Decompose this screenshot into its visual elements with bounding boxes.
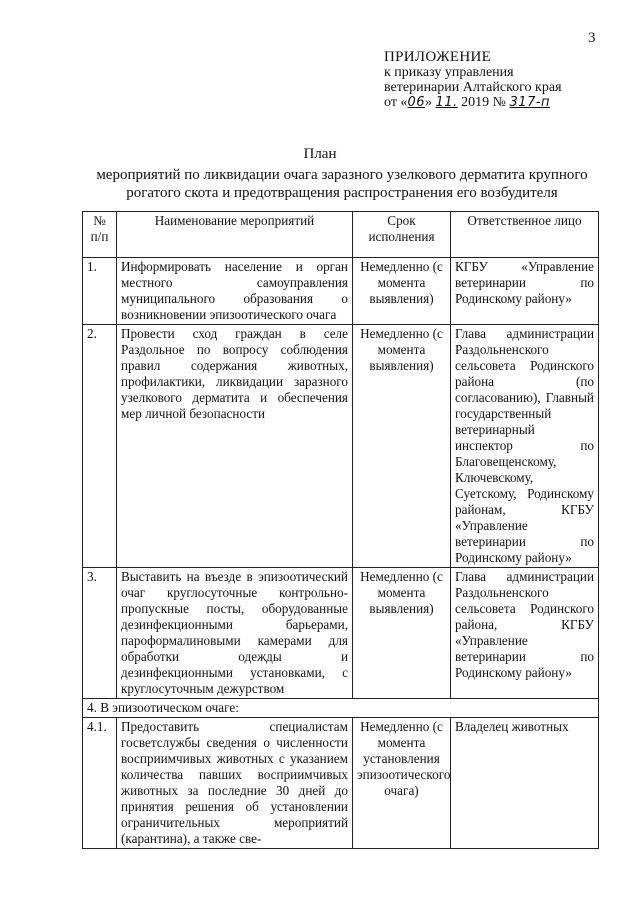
row-name: Выставить на въезде в эпизоотический очаг круглосуточные контрольно-пропускные посты, оборудованные дезинфекционными барьерами, пароформалиновыми камерами для обработки одежды и дезинфекционными установками, с круглосуточным дежурством — [117, 568, 353, 699]
table-row — [83, 568, 599, 699]
appendix-line-1: к приказу управления — [384, 65, 514, 80]
section-row — [83, 699, 599, 718]
row-term: Немедленно (с момента выявления) — [353, 325, 451, 568]
row-term: Немедленно (с момента установления эпизоотического очага) — [353, 718, 451, 849]
appendix-title: ПРИЛОЖЕНИЕ — [384, 49, 492, 65]
row-num: 3. — [83, 568, 117, 699]
row-responsible: Владелец животных — [451, 718, 599, 849]
appendix-block — [384, 50, 562, 110]
plan-title: План — [303, 146, 337, 162]
table-row — [83, 325, 599, 568]
page-number: 3 — [588, 30, 596, 46]
row-name: Провести сход граждан в селе Раздольное по вопросу соблюдения правил содержания животных, профилактики, ликвидации заразного узелкового дерматита и обеспечения мер личной безопасности — [117, 325, 353, 568]
row-responsible: Глава администрации Раздольненского сельсовета Родинского района, КГБУ «Управление ветеринарии по Родинскому району» — [451, 568, 599, 699]
table-row — [83, 258, 599, 325]
header-term: Срок исполнения — [353, 212, 451, 258]
order-number: 317-п — [509, 95, 551, 110]
appendix-date-line — [384, 95, 562, 110]
date-month: 11. — [435, 95, 458, 110]
date-year: 2019 № — [461, 95, 507, 110]
header-name: Наименование мероприятий — [117, 212, 353, 258]
row-num: 1. — [83, 258, 117, 325]
row-responsible: Глава администрации Раздольненского сельсовета Родинского района (по согласованию), Главный государственный ветеринарный инспектор по Благовещенскому, Ключевскому, Суетскому, Родинскому районам, КГБУ «Управление ветеринарии по Родинскому району» — [451, 325, 599, 568]
plan-subtitle: мероприятий по ликвидации очага заразного узелкового дерматита крупного рогатого скота и предотвращения распространения его возбудителя — [96, 167, 588, 201]
section-heading: 4. В эпизоотическом очаге: — [83, 699, 599, 718]
row-num: 2. — [83, 325, 117, 568]
row-name: Предоставить специалистам госветслужбы сведения о численности восприимчивых животных с указанием количества павших восприимчивых животных за последние 30 дней до принятия решения об установлении ограничительных мероприятий (карантина), а также све- — [117, 718, 353, 849]
row-name: Информировать население и орган местного самоуправления муниципального образования о возникновении эпизоотического очага — [117, 258, 353, 325]
row-term: Немедленно (с момента выявления) — [353, 568, 451, 699]
measures-table — [82, 211, 599, 849]
header-num: № п/п — [83, 212, 117, 258]
header-responsible: Ответственное лицо — [451, 212, 599, 258]
date-mid: » — [424, 95, 432, 110]
appendix-line-2: ветеринарии Алтайского края — [384, 80, 562, 95]
table-header-row — [83, 212, 599, 258]
date-prefix: от « — [384, 95, 408, 110]
table-row — [83, 718, 599, 849]
row-responsible: КГБУ «Управление ветеринарии по Родинскому району» — [451, 258, 599, 325]
row-term: Немедленно (с момента выявления) — [353, 258, 451, 325]
date-day: 06 — [407, 95, 425, 110]
row-num: 4.1. — [83, 718, 117, 849]
